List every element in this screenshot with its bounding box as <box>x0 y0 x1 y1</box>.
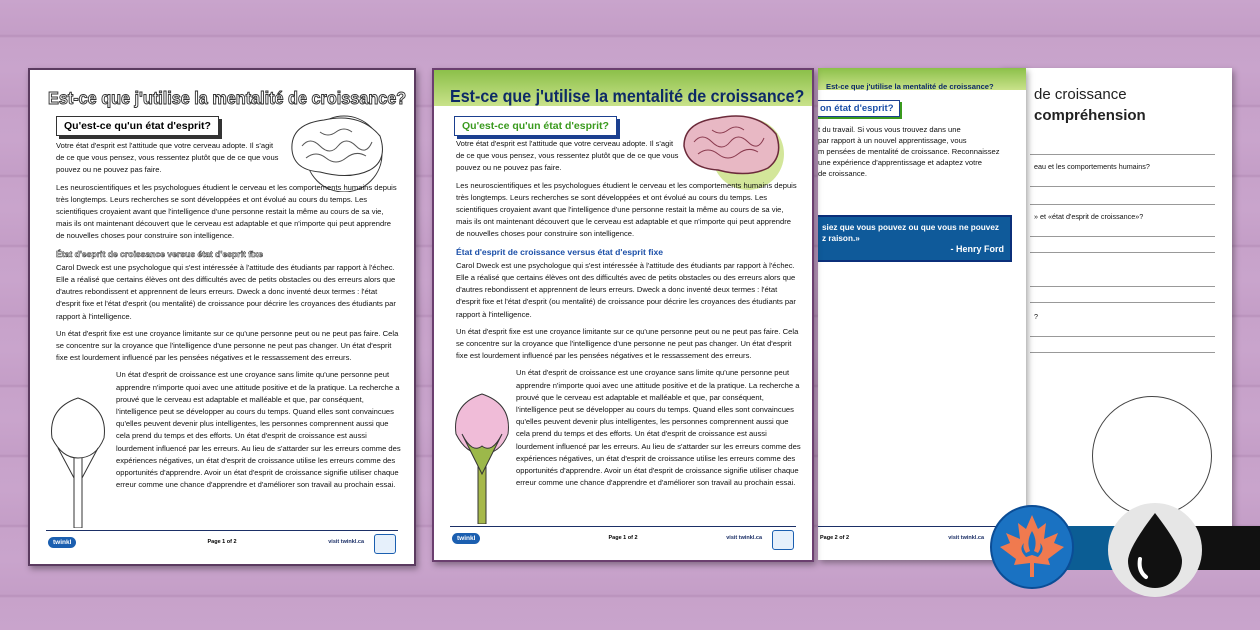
page-footer <box>450 526 796 552</box>
body-text: t du travail. Si vous vous trouvez dans une par rapport à un nouvel apprentissage, vous m pensées de mentalité de croissance. Reconnaissez une expérience d'apprentissage et adaptez votre de croissance. <box>818 125 1000 178</box>
page-number: Page 2 of 2 <box>820 535 850 541</box>
section-heading: on état d'esprit? <box>818 100 900 117</box>
quote-author: - Henry Ford <box>950 244 1004 254</box>
worksheet-page-color <box>432 68 814 562</box>
page-footer <box>818 526 1018 552</box>
footer-url: visit twinkl.ca <box>948 535 984 541</box>
body-text: Votre état d'esprit est l'attitude que votre cerveau adopte. Il s'agit de ce que vous pensez, vous ressentez plutôt que de ce que vous pouvez ou ne pouvez pas faire. Les neuroscientifiques et les psychologues étudient le cerveau et les comportements humains depuis très longtemps. Leurs recherches se sont développées et ont évolué au cours du temps. Les scientifiques croyaient avant que l'intelligence d'une personne restait la même au cours de sa vie, mais ils ont maintenant découvert que le cerveau est adaptable et que n'importe qui peut apprendre de nouvelles choses pour construire son intelligence. État d'esprit de croissance versus état d'esprit fixe Carol Dweck est une psychologue qui s'est intéressée à l'attitude des étudiants par rapport à l'échec. Elle a réalisé que certains élèves ont des difficultés avec de petits obstacles ou des erreurs alors que d'autres rebondissent et apprennent de leurs erreurs. Dweck a donc inventé deux termes : l'état d'esprit fixe et l'état d'esprit (ou mentalité) de croissance pour décrire les croyances des étudiants par rapport à l'intelligence. Un état d'esprit fixe est une croyance limitante sur ce qu'une personne peut ou ne peut pas faire. Cela se concentre sur la croyance que l'intelligence d'une personne ne peut pas changer. Un état d'esprit fixe est lourdement influencé par les pensées négatives et le ressassement des erreurs. Un état d'esprit de croissance est une croyance sans limite qu'une personne peut apprendre n'importe quoi avec une attitude positive et de la pratique. La recherche a prouvé que le cerveau est adaptable et malléable et que, par conséquent, l'intelligence peut se développer au cours du temps. Quand elles sont convaincues qu'elles peuvent devenir plus intelligentes, les personnes comprennent aussi que cela prend du temps et des efforts. Un état d'esprit de croissance est aussi lourdement influencé par les erreurs. Au lieu de s'attarder sur les erreurs comme des expériences négatives, un état d'esprit de croissance utilise les erreurs comme des opportunités d'apprendre. Avoir un état d'esprit de croissance signifie utiliser chaque erreur comme une chance d'apprendre et d'améliorer son travail au prochain essai. <box>56 141 401 490</box>
page-title: Est-ce que j'utilise la mentalité de croissance? <box>48 88 407 108</box>
worksheet-page-bw <box>28 68 416 566</box>
body-text: Votre état d'esprit est l'attitude que votre cerveau adopte. Il s'agit de ce que vous pensez, vous ressentez plutôt que de ce que vous pouvez ou ne pouvez pas faire. Les neuroscientifiques et les psychologues étudient le cerveau et les comportements humains depuis très longtemps. Leurs recherches se sont développées et ont évolué au cours du temps. Les scientifiques croyaient avant que l'intelligence d'une personne restait la même au cours de sa vie, mais ils ont maintenant découvert que le cerveau est adaptable et que n'importe qui peut apprendre de nouvelles choses pour construire son intelligence. État d'esprit de croissance versus état d'esprit fixe Carol Dweck est une psychologue qui s'est intéressée à l'attitude des étudiants par rapport à l'échec. Elle a réalisé que certains élèves ont des difficultés avec de petits obstacles ou des erreurs alors que d'autres rebondissent et apprennent de leurs erreurs. Dweck a donc inventé deux termes : l'état d'esprit fixe et l'état d'esprit (ou mentalité) de croissance pour décrire les croyances des étudiants par rapport à l'intelligence. Un état d'esprit fixe est une croyance limitante sur ce qu'une personne peut ou ne peut pas faire. Cela se concentre sur la croyance que l'intelligence d'une personne ne peut pas changer. Un état d'esprit fixe est lourdement influencé par les pensées négatives et le ressassement des erreurs. Un état d'esprit de croissance est une croyance sans limite qu'une personne peut apprendre n'importe quoi avec une attitude positive et de la pratique. La recherche a prouvé que le cerveau est adaptable et malléable et que, par conséquent, l'intelligence peut se développer au cours du temps. Quand elles sont convaincues qu'elles peuvent devenir plus intelligentes, les personnes comprennent aussi que cela prend du temps et des efforts. Un état d'esprit de croissance est aussi lourdement influencé par les erreurs. Au lieu de s'attarder sur les erreurs comme des expériences négatives, un état d'esprit de croissance utilise les erreurs comme des opportunités d'apprendre. Avoir un état d'esprit de croissance signifie utiliser chaque erreur comme une chance d'apprendre et d'améliorer son travail au prochain essai. <box>456 139 801 488</box>
worksheet-page-2 <box>818 68 1026 560</box>
brain-outline-icon <box>1092 396 1212 516</box>
quote-box <box>818 215 1012 262</box>
question-1: eau et les comportements humains? <box>1034 162 1150 171</box>
page-title: Est-ce que j'utilise la mentalité de croissance? <box>450 86 805 106</box>
quality-badge-icon <box>374 534 396 554</box>
footer-url: visit twinkl.ca <box>726 535 762 541</box>
question-3: ? <box>1034 312 1038 321</box>
page-number: Page 1 of 2 <box>207 539 237 545</box>
question-2: » et «état d'esprit de croissance»? <box>1034 212 1144 221</box>
page-footer <box>46 530 398 556</box>
twinkl-logo: twinkl <box>48 537 76 548</box>
flower-icon <box>442 384 522 524</box>
page-number: Page 1 of 2 <box>608 535 638 541</box>
flower-outline-icon <box>38 388 118 528</box>
page-title: Est-ce que j'utilise la mentalité de croissance? <box>826 82 994 91</box>
ink-drop-icon <box>1108 503 1202 597</box>
quality-badge-icon <box>772 530 794 550</box>
section-heading: Qu'est-ce qu'un état d'esprit? <box>56 116 219 136</box>
section-heading: Qu'est-ce qu'un état d'esprit? <box>454 116 617 136</box>
twinkl-logo: twinkl <box>452 533 480 544</box>
page-title: de croissance compréhension <box>1034 86 1146 124</box>
quebec-maple-leaf-icon <box>990 505 1074 589</box>
worksheet-page-3 <box>1000 68 1232 536</box>
footer-url: visit twinkl.ca <box>328 539 364 545</box>
quote-text: siez que vous pouvez ou que vous ne pouvez z raison.» <box>822 223 999 243</box>
